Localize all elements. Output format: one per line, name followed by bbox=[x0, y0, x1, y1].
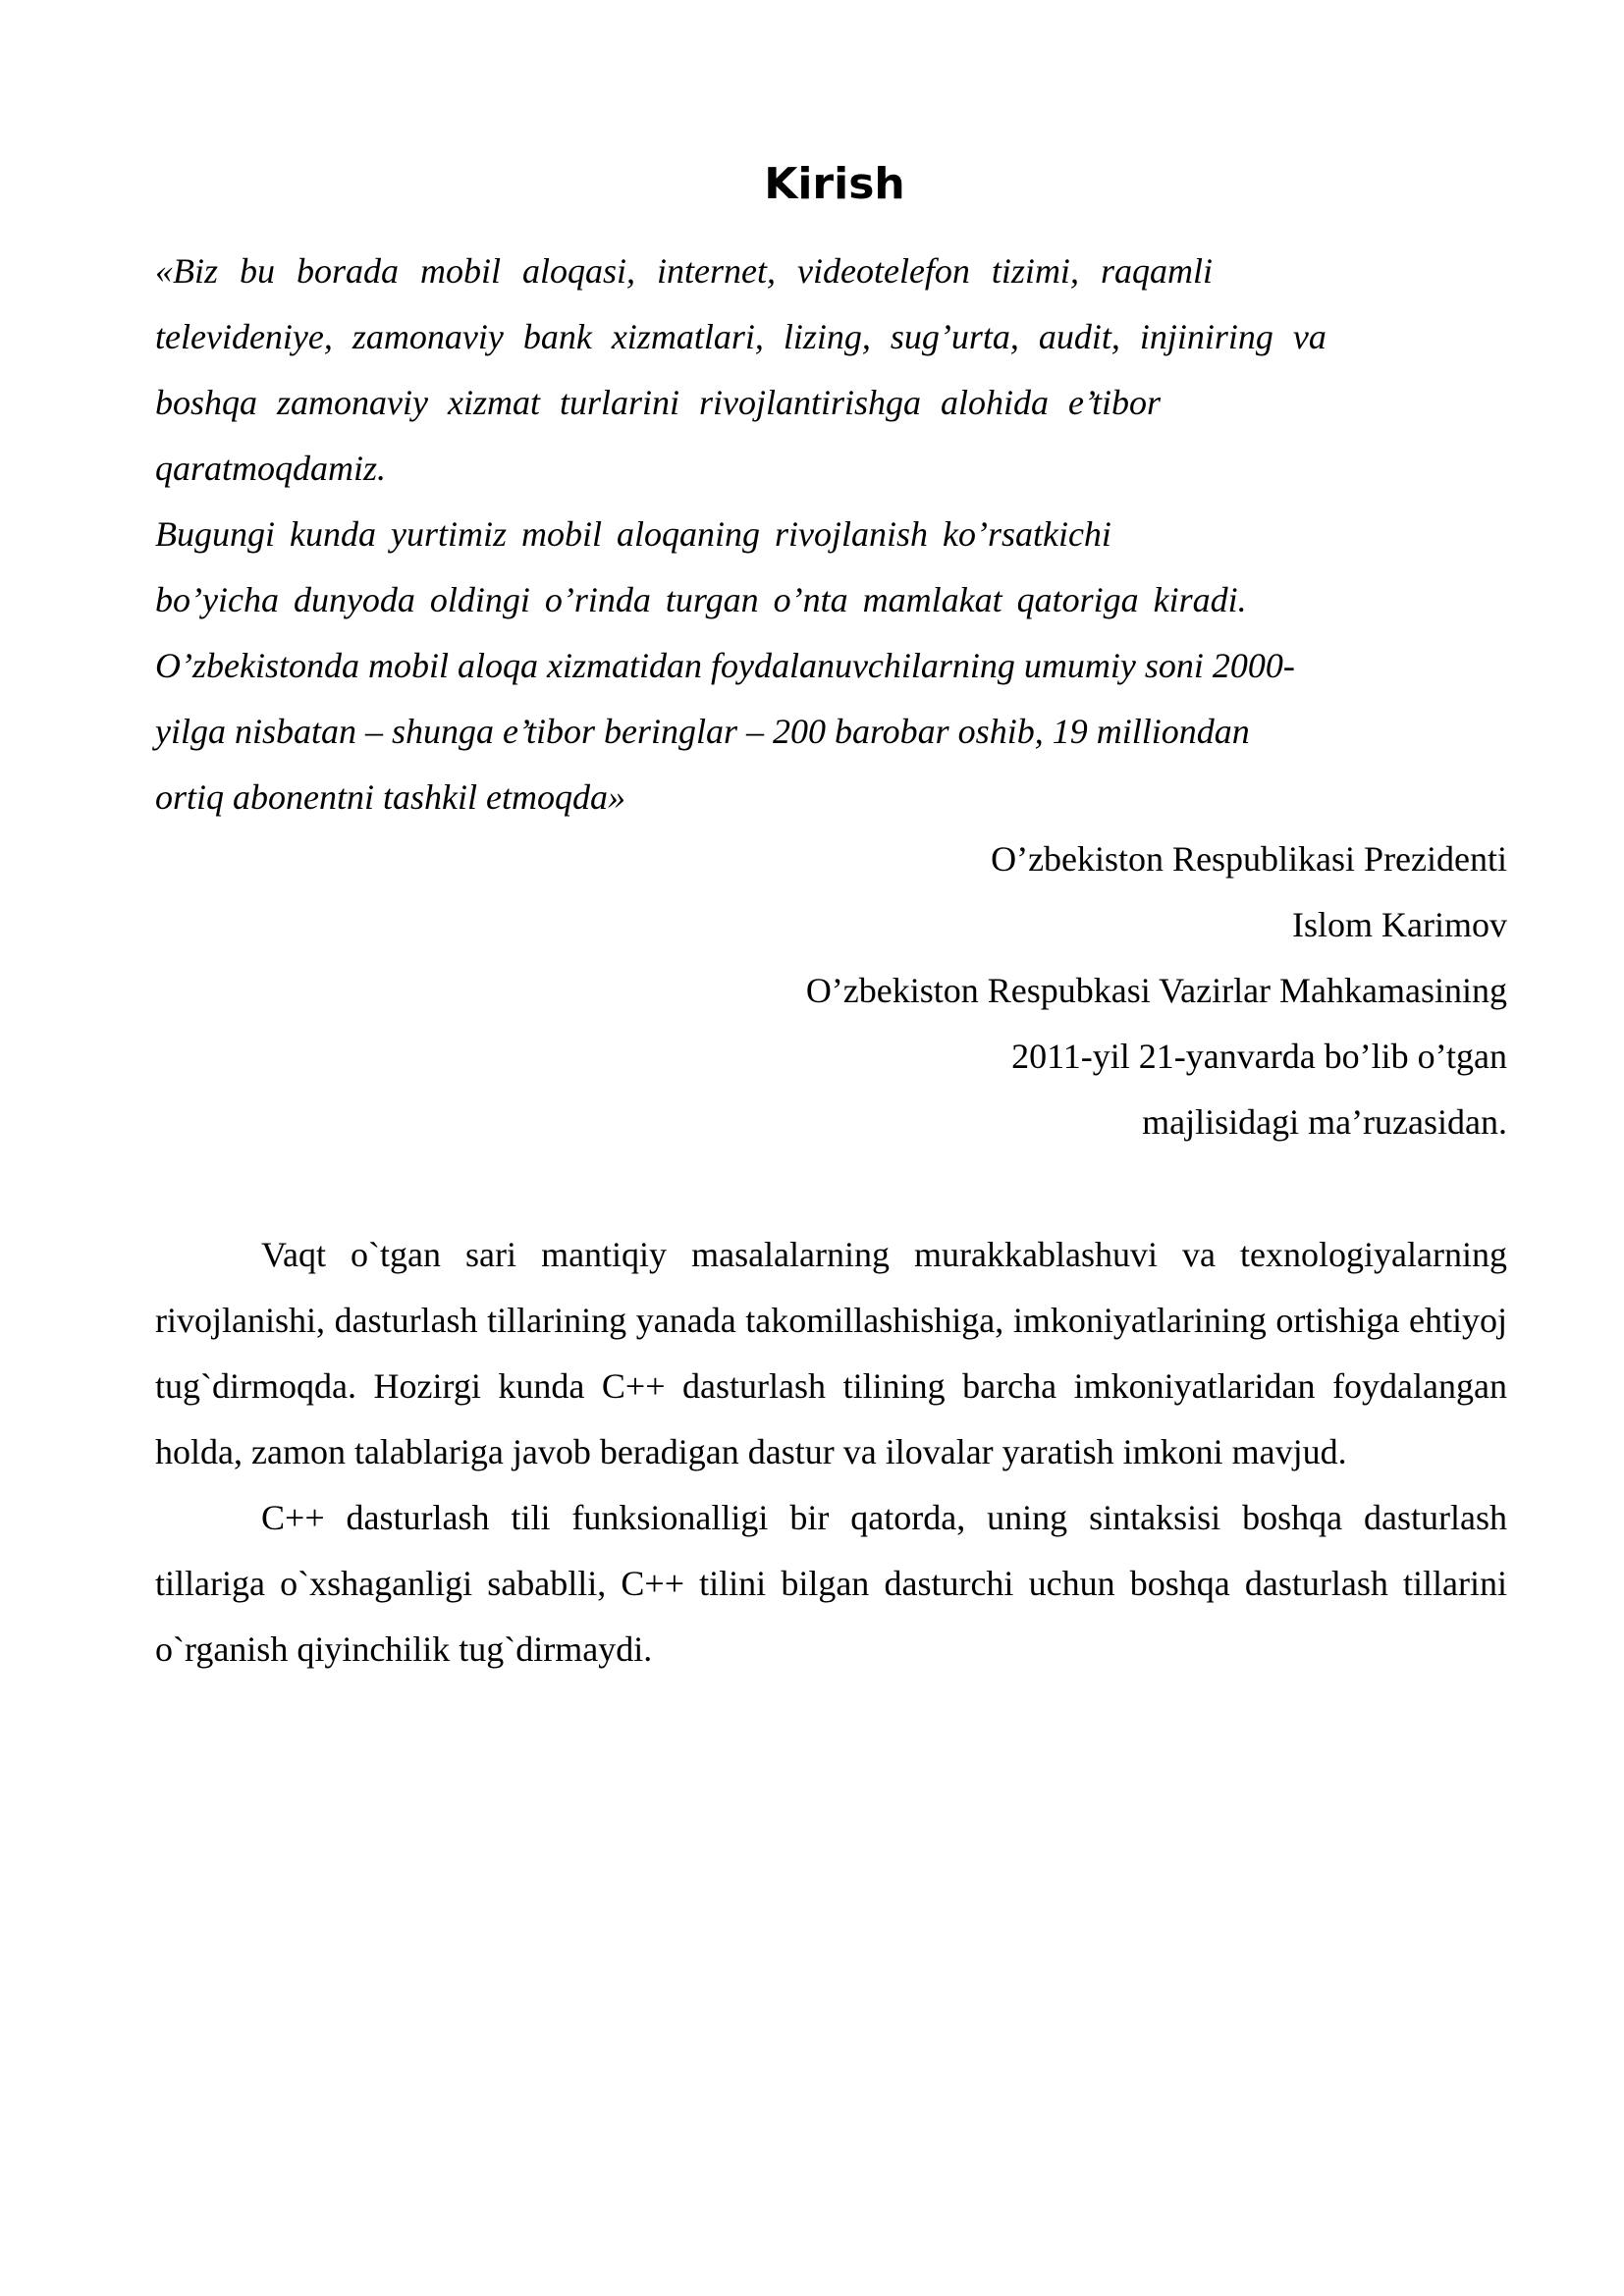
attribution-line: 2011-yil 21-yanvarda bo’lib o’tgan bbox=[1011, 1037, 1507, 1076]
epigraph-quote bbox=[155, 239, 1530, 830]
quote-line: «Biz bu borada mobil aloqasi, internet, videotelefon tizimi, raqamli bbox=[155, 251, 1213, 291]
attribution-line: majlisidagi ma’ruzasidan. bbox=[1142, 1102, 1507, 1142]
quote-attribution bbox=[806, 827, 1507, 1155]
quote-line: televideniye, zamonaviy bank xizmatlari, lizing, sug’urta, audit, injiniring va bbox=[155, 317, 1326, 356]
attribution-line: O’zbekiston Respublikasi Prezidenti bbox=[991, 839, 1507, 879]
attribution-line: Islom Karimov bbox=[1292, 905, 1507, 944]
quote-line: ortiq abonentni tashkil etmoqda» bbox=[155, 777, 625, 817]
body-paragraph: Vaqt o`tgan sari mantiqiy masalalarning murakkablashuvi va texnologiyalarning rivojlanishi, dasturlash tillarining yanada takomillashishiga, imkoniyatlarining ortishiga ehtiyoj tug`dirmoqda. Hozirgi kunda C++ dasturlash tilining barcha imkoniyatlaridan foydalangan holda, zamon talablariga javob beradigan dastur va ilovalar yaratish imkoni mavjud. bbox=[155, 1235, 1507, 1471]
attribution-line: O’zbekiston Respubkasi Vazirlar Mahkamasining bbox=[805, 971, 1507, 1010]
quote-line: yilga nisbatan – shunga e’tibor beringlar – 200 barobar oshib, 19 milliondan bbox=[155, 712, 1250, 751]
body-paragraph: C++ dasturlash tili funksionalligi bir qatorda, uning sintaksisi boshqa dasturlash tillariga o`xshaganligi sabablli, C++ tilini bilgan dasturchi uchun boshqa dasturlash tillarini o`rganish qiyinchilik tug`dirmaydi. bbox=[155, 1498, 1507, 1669]
body-text bbox=[155, 1222, 1507, 1682]
quote-line: bo’yicha dunyoda oldingi o’rinda turgan o’nta mamlakat qatoriga kiradi. bbox=[155, 580, 1247, 619]
quote-line: boshqa zamonaviy xizmat turlarini rivojlantirishga alohida e’tibor bbox=[155, 383, 1162, 422]
quote-line: qaratmoqdamiz. bbox=[155, 449, 387, 488]
quote-line: Bugungi kunda yurtimiz mobil aloqaning rivojlanish ko’rsatkichi bbox=[155, 514, 1111, 554]
quote-line: O’zbekistonda mobil aloqa xizmatidan foydalanuvchilarning umumiy soni 2000- bbox=[155, 646, 1295, 685]
page-title: Kirish bbox=[764, 159, 905, 209]
